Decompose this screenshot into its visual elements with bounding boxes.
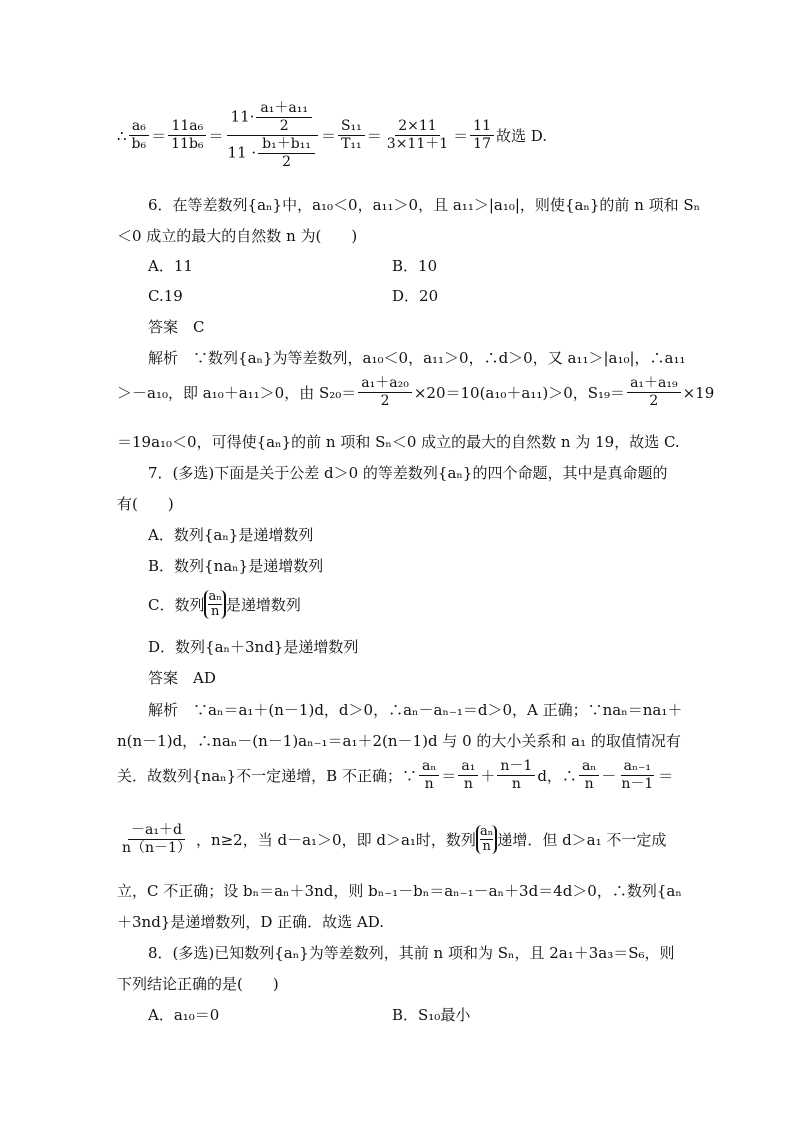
fraction-a6-b6: $\frac{\text{a₆}}{\text{b₆}}$ xyxy=(129,118,150,153)
q8-stem-line-1: 8．(多选)已知数列{aₙ}为等差数列，其前 n 项和为 Sₙ，且 2a₁＋3a₃＝S₆，则 xyxy=(148,944,675,962)
q7-option-b: B．数列{naₙ}是递增数列 xyxy=(148,557,324,575)
q7-analysis-line-1: 解析 ∵aₙ＝a₁＋(n－1)d，d＞0，∴aₙ－aₙ₋₁＝d＞0，A 正确；∵naₙ＝na₁＋ xyxy=(148,701,683,719)
q6-analysis-line-3: ＝19a₁₀＜0，可得使{aₙ}的前 n 项和 Sₙ＜0 成立的最大的自然数 n 为 19，故选 C. xyxy=(117,433,680,451)
therefore-symbol: ∴ xyxy=(117,126,127,145)
q8-option-a: A．a₁₀＝0 xyxy=(148,1006,220,1024)
q7-stem-line-2: 有( ) xyxy=(117,495,174,513)
q6-option-d: D．20 xyxy=(392,287,439,305)
q6-option-c: C.19 xyxy=(148,287,183,305)
analysis-label: 解析 xyxy=(148,349,179,367)
q7-analysis-line-3: 关．故数列{naₙ}不一定递增，B 不正确；∵ $\frac{\text{aₙ}}{n}$ ＝ $\frac{\text{a₁}}{n}$ ＋ $\frac{n-1}{n}$ d，∴ $\frac{\text{aₙ}}{n}$ － $\frac{\text{aₙ₋₁}}{n-1}$ ＝ xyxy=(117,758,674,792)
q7-answer: 答案 AD xyxy=(148,669,216,687)
q8-option-b: B．S₁₀最小 xyxy=(392,1006,471,1024)
q6-analysis-line-1: 解析 ∵数列{aₙ}为等差数列，a₁₀＜0，a₁₁＞0，∴d＞0，又 a₁₁＞|a₁₀|，∴a₁₁ xyxy=(148,349,686,367)
q7-option-d: D．数列{aₙ＋3nd}是递增数列 xyxy=(148,638,359,656)
q8-stem-line-2: 下列结论正确的是( ) xyxy=(117,975,279,993)
q7-analysis-line-2: n(n－1)d，∴naₙ－(n－1)aₙ₋₁＝a₁＋2(n－1)d 与 0 的大小关系和 a₁ 的取值情况有 xyxy=(117,732,681,750)
q7-stem-line-1: 7．(多选)下面是关于公差 d＞0 的等差数列{aₙ}的四个命题，其中是真命题的 xyxy=(148,464,668,482)
q6-stem-line-2: ＜0 成立的最大的自然数 n 为( ) xyxy=(117,227,358,245)
fraction-compound: 11· $\frac{\text{a₁＋a₁₁}}{2}$ 11 · $\frac{\text{b₁＋b₁₁}}{2}$ xyxy=(224,100,321,171)
fraction-numeric: $\frac{2\times 11}{3\times 11+1}$ xyxy=(386,118,449,152)
q6-answer xyxy=(148,317,205,337)
formula-line-1: ∴ $\frac{\text{a₆}}{\text{b₆}}$ ＝ $\frac{\text{11a₆}}{\text{11b₆}}$ ＝ 11· $\frac{\text{a₁＋a₁₁}}{2}$ 11 · $\frac{\text{b₁＋b₁₁}}{2}$ ＝ $\frac{\text{S₁₁}}{\text{T₁₁}}$ ＝ $\frac{2\times 11}{3\times 11+1}$ ＝ $\frac{11}{17}$ 故选 D. xyxy=(117,100,548,170)
answer-label: 答案 xyxy=(148,318,179,336)
q6-option-a: A．11 xyxy=(148,257,193,275)
q6-analysis-line-2: ＞－a₁₀，即 a₁₀＋a₁₁＞0，由 S₂₀＝ $\frac{\text{a₁＋a₂₀}}{2}$ ×20＝10(a₁₀＋a₁₁)＞0，S₁₉＝ $\frac{\text{a₁＋a₁₉}}{2}$ ×19 xyxy=(117,375,715,409)
fraction-11a6-11b6: $\frac{\text{11a₆}}{\text{11b₆}}$ xyxy=(168,118,206,153)
answer-value: C xyxy=(193,318,205,336)
q7-option-a: A．数列{aₙ}是递增数列 xyxy=(148,526,314,544)
q7-option-c: C．数列 aₙ n 是递增数列 xyxy=(148,589,301,619)
q6-option-b: B．10 xyxy=(392,257,438,275)
q6-stem-line-1: 6．在等差数列{aₙ}中，a₁₀＜0，a₁₁＞0，且 a₁₁＞|a₁₀|，则使{aₙ}的前 n 项和 Sₙ xyxy=(148,196,701,214)
q7-analysis-line-6: ＋3nd}是递增数列，D 正确．故选 AD. xyxy=(117,913,385,931)
q7-analysis-line-5: 立，C 不正确；设 bₙ＝aₙ＋3nd，则 bₙ₋₁－bₙ＝aₙ₋₁－aₙ＋3d＝4d＞0，∴数列{aₙ xyxy=(117,882,682,900)
fraction-S11-T11: $\frac{\text{S₁₁}}{\text{T₁₁}}$ xyxy=(338,118,365,153)
conclusion-text: 故选 D. xyxy=(496,127,548,145)
fraction-11-17: $\frac{11}{17}$ xyxy=(470,118,494,153)
q7-analysis-line-4: $\frac{\text{－a₁＋d}}{n(n-1)}$ ，n≥2，当 d－a₁＞0，即 d＞a₁时，数列 aₙ n 递增．但 d＞a₁ 不一定成 xyxy=(122,822,667,856)
